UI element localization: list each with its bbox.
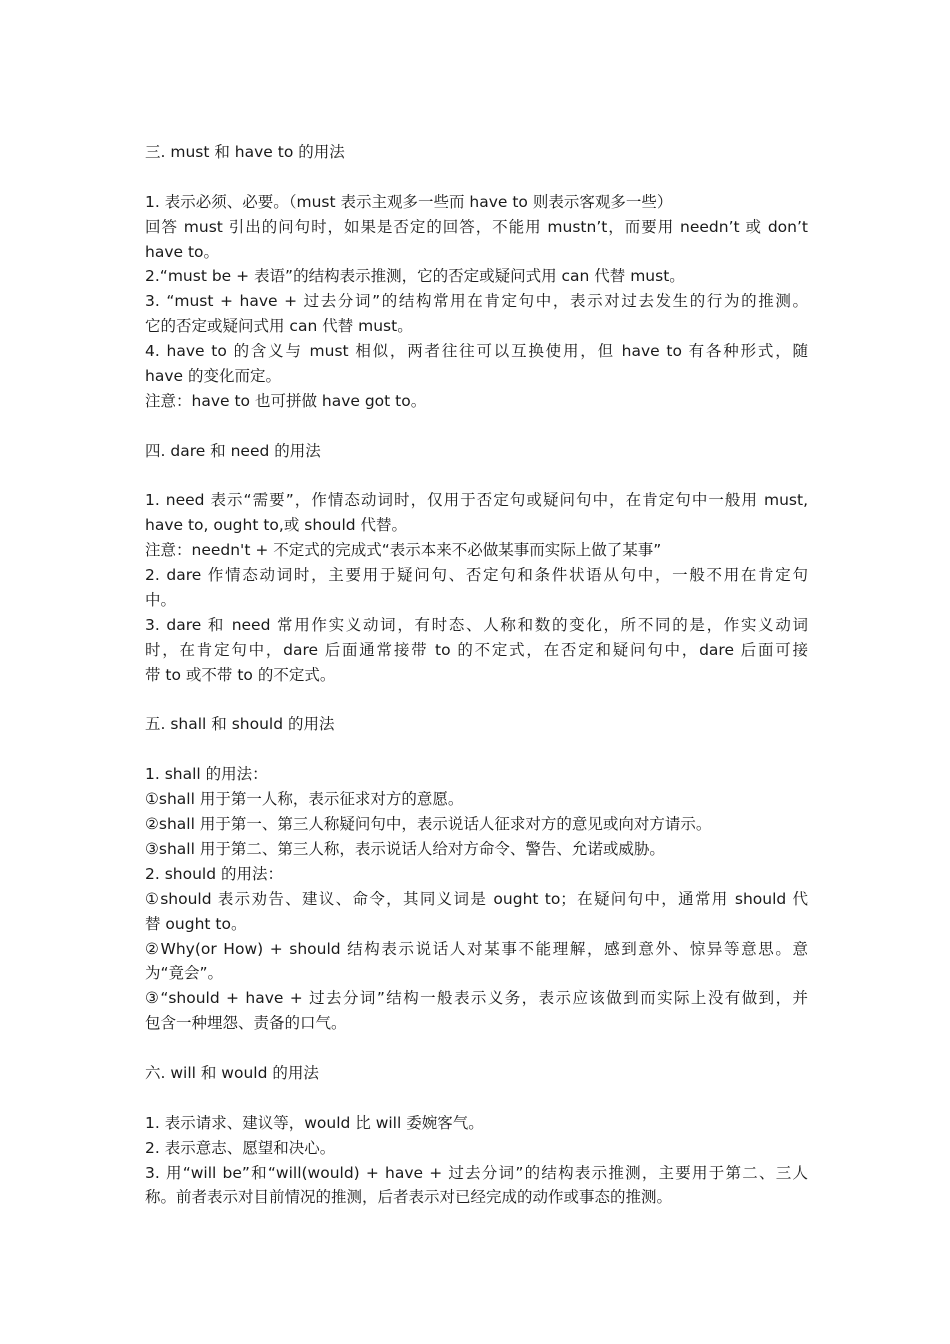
text-line: 1. need 表示“需要”，作情态动词时，仅用于否定句或疑问句中，在肯定句中一般用 must, [145,491,808,510]
section-heading: 五. shall 和 should 的用法 [145,715,335,734]
text-line: 1. 表示必须、必要。（must 表示主观多一些而 have to 则表示客观多一些） [145,192,673,211]
spacer [145,1036,808,1061]
text-line: ①should 表示劝告、建议、命令，其同义词是 ought to；在疑问句中，通常用 should 代 [145,889,808,908]
text-line: ②shall 用于第一、第三人称疑问句中，表示说话人征求对方的意见或向对方请示。 [145,815,712,834]
text-line: 4. have to 的含义与 must 相似，两者往往可以互换使用，但 have to 有各种形式，随 [145,342,808,361]
text-line: 替 ought to。 [145,914,247,933]
text-line: 3. “must + have + 过去分词”的结构常用在肯定句中，表示对过去发生的行为的推测。 [145,292,808,311]
spacer [145,464,808,489]
spacer [145,737,808,762]
text-line: 带 to 或不带 to 的不定式。 [145,665,336,684]
text-line: have to。 [145,242,220,261]
text-line: 中。 [145,591,177,610]
text-line: 2. dare 作情态动词时，主要用于疑问句、否定句和条件状语从句中，一般不用在肯定句 [145,566,808,585]
section-heading: 四. dare 和 need 的用法 [145,441,321,460]
text-line: 3. dare 和 need 常用作实义动词，有时态、人称和数的变化，所不同的是，作实义动词 [145,615,808,634]
text-line: have to, ought to,或 should 代替。 [145,516,408,535]
text-line: 回答 must 引出的问句时，如果是否定的回答，不能用 mustn’t，而要用 needn’t 或 don’t [145,217,808,236]
section-heading: 六. will 和 would 的用法 [145,1063,319,1082]
text-line: have 的变化而定。 [145,367,281,386]
text-line: ③shall 用于第二、第三人称，表示说话人给对方命令、警告、允诺或威胁。 [145,839,665,858]
document-page [145,140,808,1210]
text-line: 1. shall 的用法： [145,765,268,784]
text-line: 2. should 的用法： [145,864,283,883]
text-line: ③“should + have + 过去分词”结构一般表示义务，表示应该做到而实际上没有做到，并 [145,989,808,1008]
text-line: 时，在肯定句中，dare 后面通常接带 to 的不定式，在否定和疑问句中，dare 后面可接 [145,640,808,659]
text-line: 注意：have to 也可拼做 have got to。 [145,391,427,410]
spacer [145,688,808,713]
text-line: ②Why(or How) + should 结构表示说话人对某事不能理解，感到意外、惊异等意思。意 [145,939,808,958]
text-line: 注意：needn't + 不定式的完成式“表示本来不必做某事而实际上做了某事” [145,541,662,560]
text-line: 它的否定或疑问式用 can 代替 must。 [145,317,413,336]
text-line: 2.“must be + 表语”的结构表示推测，它的否定或疑问式用 can 代替 must。 [145,267,685,286]
text-line: 称。前者表示对目前情况的推测，后者表示对已经完成的动作或事态的推测。 [145,1188,673,1207]
section-heading: 三. must 和 have to 的用法 [145,143,345,161]
text-line: 2. 表示意志、愿望和决心。 [145,1138,336,1157]
text-line: 为“竟会”。 [145,964,224,983]
text-line: 1. 表示请求、建议等，would 比 will 委婉客气。 [145,1113,484,1132]
spacer [145,414,808,439]
spacer [145,165,808,190]
spacer [145,1086,808,1111]
text-line: 3. 用“will be”和“will(would) + have + 过去分词”的结构表示推测，主要用于第二、三人 [145,1163,808,1182]
text-line: ①shall 用于第一人称，表示征求对方的意愿。 [145,790,464,809]
text-line: 包含一种埋怨、责备的口气。 [145,1014,347,1033]
